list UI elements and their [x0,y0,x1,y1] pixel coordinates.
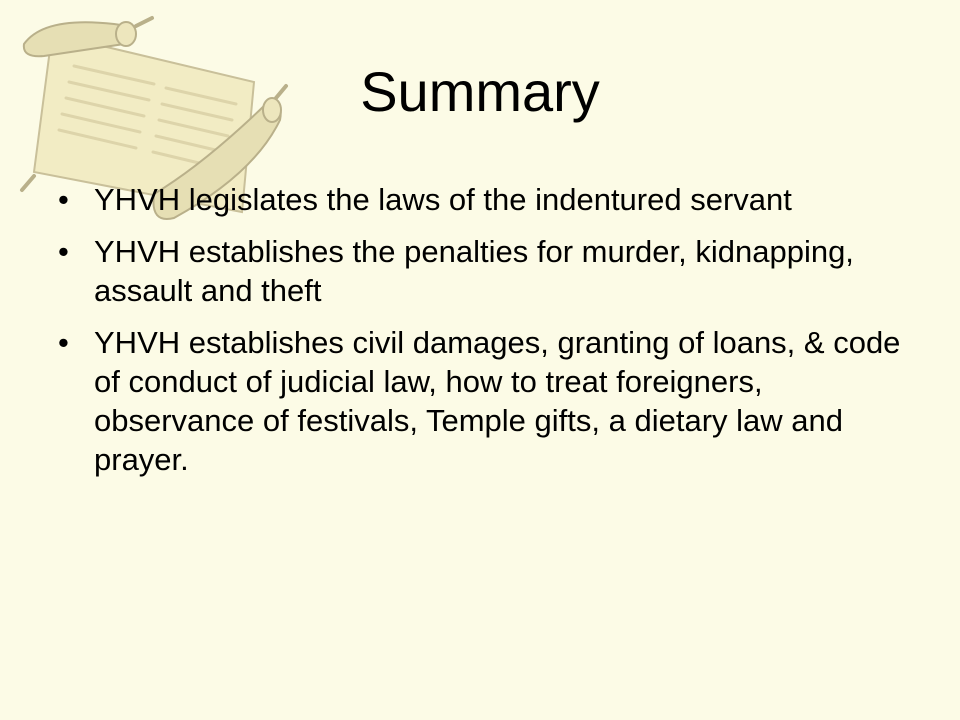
bullet-text: YHVH legislates the laws of the indentured servant [94,182,792,217]
bullet-marker: • [58,325,69,360]
bullet-text: YHVH establishes the penalties for murder, kidnapping, assault and theft [94,234,854,308]
bullet-text: YHVH establishes civil damages, granting of loans, & code of conduct of judicial law, how to treat foreigners, observance of festivals, Temple gifts, a dietary law and prayer. [94,325,901,477]
bullet-marker: • [58,234,69,269]
bullet-item [58,323,918,479]
slide-title: Summary [360,60,600,123]
bullet-item [58,232,918,310]
bullet-marker: • [58,182,69,217]
bullet-list [58,180,918,492]
bullet-item [58,180,918,219]
